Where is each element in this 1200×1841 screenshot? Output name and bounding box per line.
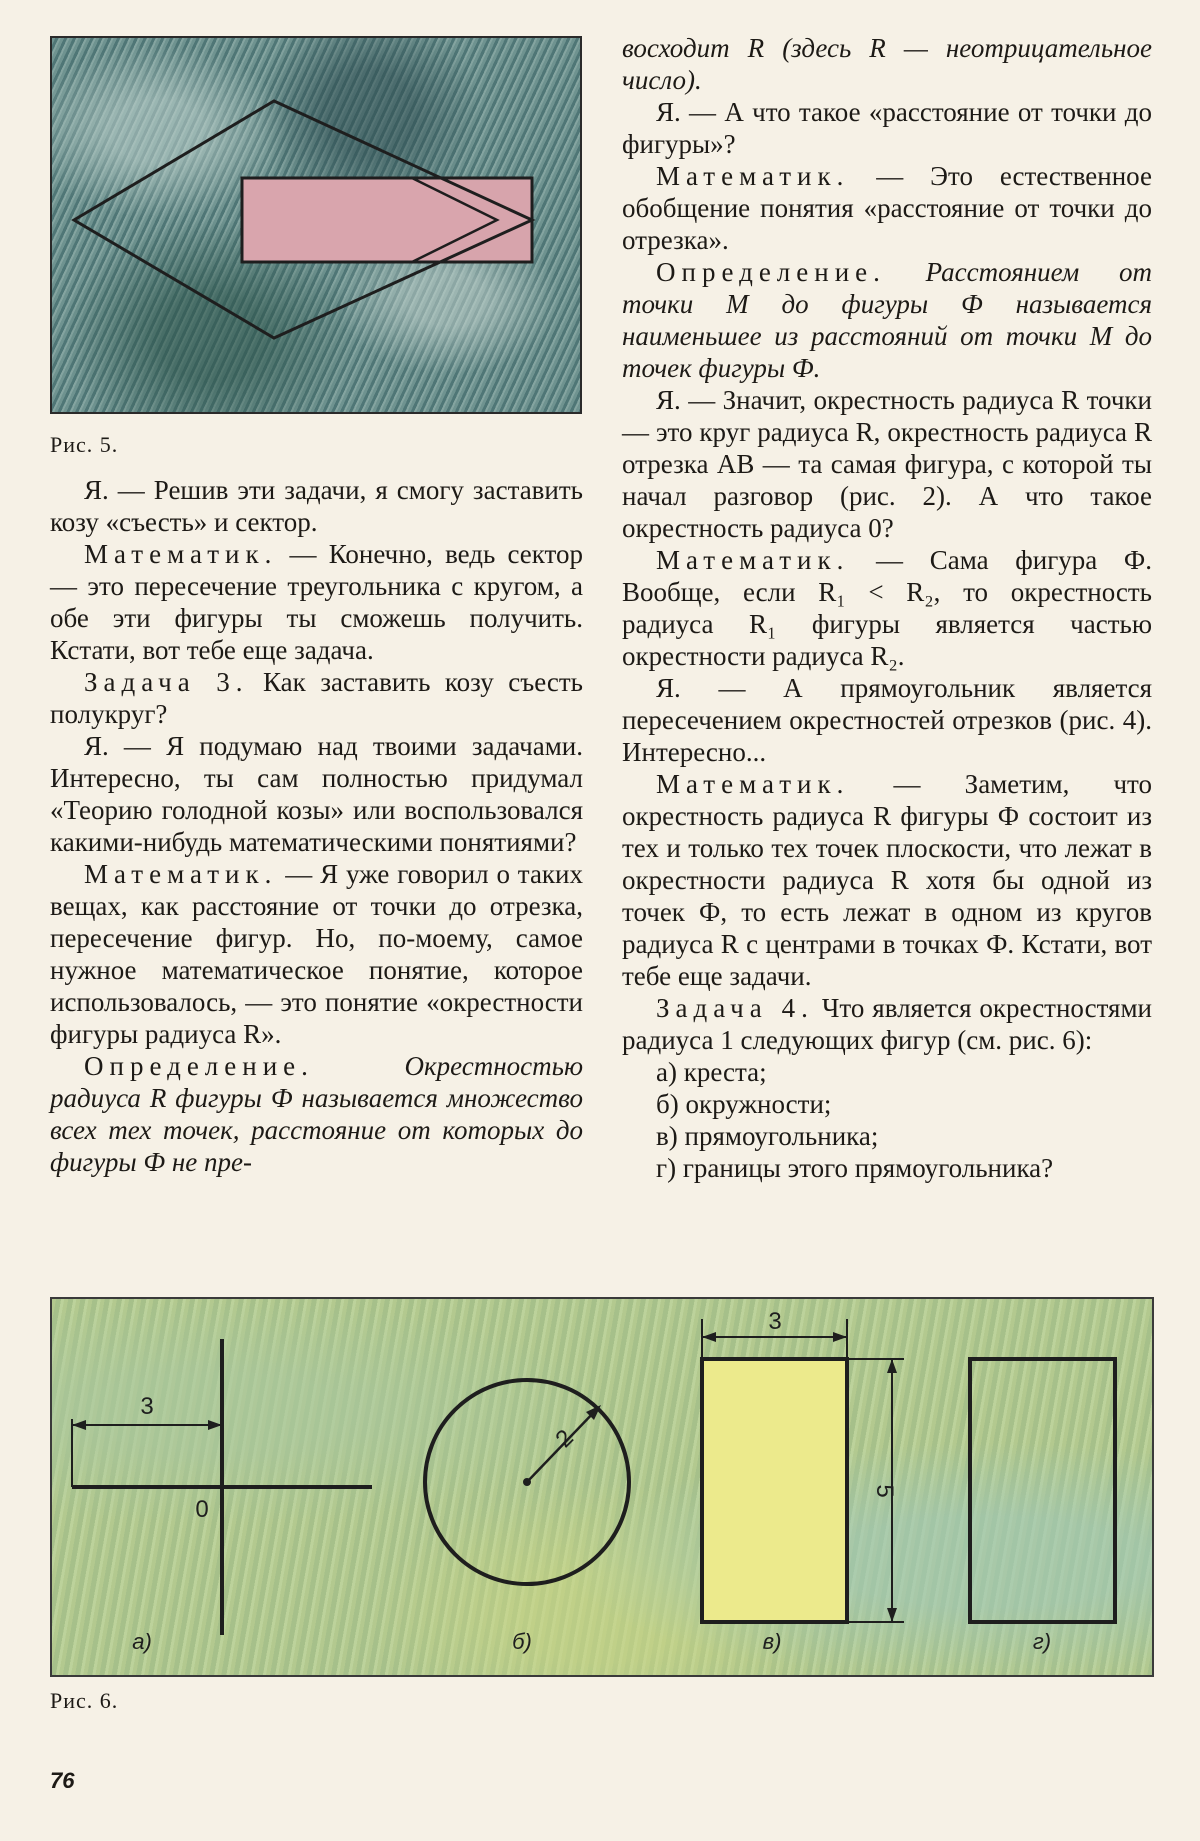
page-number: 76 — [50, 1768, 75, 1793]
left-paragraph-5: Математик. — Я уже говорил о таких вещах, как расстояние от точки до отрезка, пересечение фигур. Но, по-моему, самое нужное математическое понятие, которое использовалось, — это понятие «окрестности фигуры радиуса R». — [50, 859, 583, 1049]
right-paragraph-7: Математик. — Заметим, что окрестность радиуса R фигуры Ф состоит из тех и только тех точек плоскости, что лежат в окрестности радиуса R хотя бы одной из точек Ф, то есть лежат в одном из кругов радиуса R с центрами в точках Ф. Кстати, вот тебе еще задачи. — [622, 769, 1152, 991]
left-paragraph-1: Я. — Решив эти задачи, я смогу заставить козу «съесть» и сектор. — [50, 475, 583, 537]
rectangle-height-label: 5 — [871, 1484, 898, 1498]
circle-figure — [425, 1380, 629, 1584]
right-paragraph-2: Математик. — Это естественное обобщение понятия «расстояние от точки до отрезка». — [622, 161, 1152, 255]
figure-6 — [50, 1297, 1154, 1677]
rectangle-width-label: 3 — [768, 1308, 782, 1335]
task-4-item-g: г) границы этого прямоугольника? — [656, 1153, 1054, 1183]
left-column — [50, 474, 583, 1178]
left-paragraph-3: Задача 3. Как заставить козу съесть полукруг? — [50, 667, 583, 729]
left-paragraph-2: Математик. — Конечно, ведь сектор — это пересечение треугольника с кругом, а обе эти фигуры ты сможешь получить. Кстати, вот тебе еще задача. — [50, 539, 583, 665]
left-paragraph-4: Я. — Я подумаю над твоими задачами. Интересно, ты сам полностью придумал «Теорию голодной козы» или воспользовался какими-нибудь математическими понятиями? — [50, 731, 583, 857]
figure-5-caption: Рис. 5. — [50, 432, 119, 457]
right-paragraph-5: Математик. — Сама фигура Ф. Вообще, если R₁ < R₂, то окрестность радиуса R₁ фигуры является частью окрестности радиуса R₂. — [622, 545, 1152, 671]
task-3-label: Задача 3. — [84, 667, 249, 697]
speaker-mathematician: Математик. — [656, 769, 850, 799]
cross-origin-label: 0 — [195, 1496, 209, 1523]
speaker-mathematician: Математик. — [656, 545, 850, 575]
speaker-mathematician: Математик. — [656, 161, 850, 191]
speaker-mathematician: Математик. — [84, 539, 278, 569]
definition-label: Определение. — [84, 1051, 314, 1081]
right-paragraph-0: восходит R (здесь R — неотрицательное число). — [622, 33, 1152, 95]
left-paragraph-6: Определение. Окрестностью радиуса R фигуры Ф называется множество всех тех точек, расстояние от которых до фигуры Ф не пре- — [50, 1051, 583, 1177]
rectangle-border-figure — [970, 1359, 1115, 1622]
task-4-label: Задача 4. — [656, 993, 814, 1023]
task-4-item-b: б) окружности; — [656, 1089, 832, 1119]
fig6-label-a: а) — [132, 1629, 152, 1654]
task-4-item-v: в) прямоугольника; — [656, 1121, 879, 1151]
circle-radius-label: 2 — [550, 1424, 579, 1453]
cross-figure — [72, 1339, 372, 1635]
right-column — [622, 32, 1152, 1184]
figure-6-caption: Рис. 6. — [50, 1688, 119, 1713]
cross-dimension: 3 — [140, 1393, 154, 1420]
fig6-label-v: в) — [762, 1629, 782, 1654]
speaker-mathematician: Математик. — [84, 859, 278, 889]
right-paragraph-4: Я. — Значит, окрестность радиуса R точки — это круг радиуса R, окрестность радиуса R отрезка AB — та самая фигура, с которой ты начал разговор (рис. 2). А что такое окрестность радиуса 0? — [622, 385, 1152, 543]
right-paragraph-8: Задача 4. Что является окрестностями радиуса 1 следующих фигур (см. рис. 6): — [622, 993, 1152, 1055]
figure-5 — [50, 36, 582, 414]
filled-rectangle-figure — [702, 1319, 904, 1622]
right-paragraph-1: Я. — А что такое «расстояние от точки до фигуры»? — [622, 97, 1152, 159]
fig6-label-g: г) — [1032, 1629, 1052, 1654]
task-4-item-a: а) креста; — [656, 1057, 767, 1087]
right-paragraph-6: Я. — А прямоугольник является пересечением окрестностей отрезков (рис. 4). Интересно... — [622, 673, 1152, 767]
definition-label: Определение. — [656, 257, 886, 287]
figure-5-drawing — [52, 38, 580, 412]
fig6-label-b: б) — [512, 1629, 532, 1654]
right-paragraph-3: Определение. Расстоянием от точки M до фигуры Ф называется наименьшее из расстояний от точки M до точек фигуры Ф. — [622, 257, 1152, 383]
figure-6-drawing — [52, 1299, 1152, 1675]
